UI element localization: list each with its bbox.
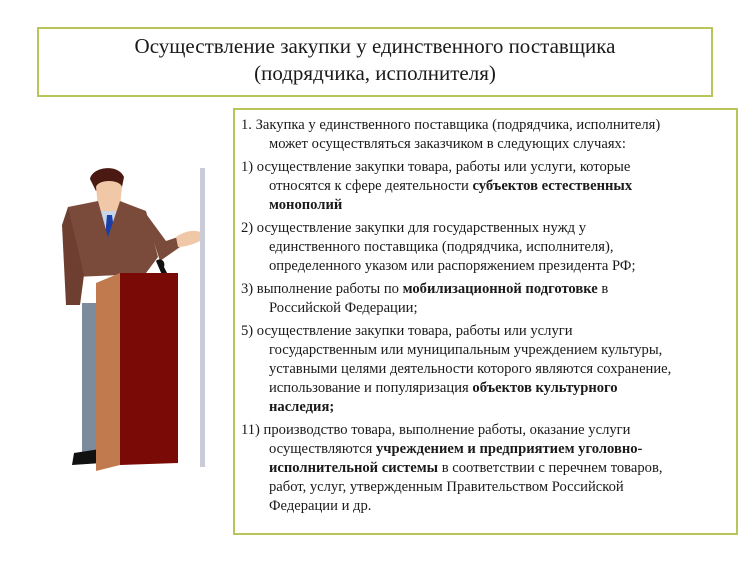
list-item-line	[241, 158, 732, 177]
list-item-line	[241, 322, 732, 341]
text: осуществляются	[269, 441, 376, 457]
slide-title-box	[37, 27, 713, 97]
bold-text: субъектов естественных	[472, 178, 633, 194]
microphone-icon	[156, 259, 168, 275]
text: 1) осуществление закупки товара, работы или услуги, которые	[241, 159, 631, 175]
podium-front	[120, 273, 178, 465]
list-item-line	[241, 116, 732, 135]
slide-title-line-2: (подрядчика, исполнителя)	[254, 61, 496, 85]
list-item-line	[241, 196, 732, 215]
list-item-line	[241, 177, 732, 196]
list-item-line	[241, 238, 732, 257]
text: работ, услуг, утвержденным Правительством Российской	[269, 479, 624, 495]
text: в соответствии с перечнем товаров,	[438, 460, 663, 476]
list-item	[241, 280, 732, 318]
speaker-at-podium-illustration	[60, 165, 220, 475]
bold-text: монополий	[269, 197, 343, 213]
content-box	[233, 108, 738, 535]
list-item-line	[241, 440, 732, 459]
text: в	[597, 281, 609, 297]
list-item-line	[241, 379, 732, 398]
text: уставными целями деятельности которого являются сохранение,	[269, 361, 672, 377]
slide-title-line-1: Осуществление закупки у единственного поставщика	[134, 34, 616, 58]
text: определенного указом или распоряжением президента РФ;	[269, 258, 636, 274]
list-item-line	[241, 257, 732, 276]
bold-text: мобилизационной подготовке	[402, 281, 598, 297]
list-item-line	[241, 478, 732, 497]
list-item-line	[241, 219, 732, 238]
gesturing-hand	[176, 231, 202, 247]
text: 1. Закупка у единственного поставщика (подрядчика, исполнителя)	[241, 117, 661, 133]
text: может осуществляться заказчиком в следующих случаях:	[269, 136, 626, 152]
vertical-pole	[200, 168, 205, 467]
bold-text: учреждением и предприятием уголовно-	[375, 441, 643, 457]
text: относятся к сфере деятельности	[269, 178, 473, 194]
list-item-line	[241, 497, 732, 516]
bold-text: исполнительной системы	[269, 460, 439, 476]
text: использование и популяризация	[269, 380, 473, 396]
list-item-line	[241, 341, 732, 360]
list-item	[241, 116, 732, 154]
list-item	[241, 322, 732, 417]
list-item-line	[241, 360, 732, 379]
text: 11) производство товара, выполнение работы, оказание услуги	[241, 422, 631, 438]
bold-text: наследия;	[269, 399, 335, 415]
list-item	[241, 219, 732, 276]
text: 5) осуществление закупки товара, работы или услуги	[241, 323, 573, 339]
list-item-line	[241, 280, 732, 299]
text: Федерации и др.	[269, 498, 372, 514]
text: 2) осуществление закупки для государственных нужд у	[241, 220, 587, 236]
text: Российской Федерации;	[269, 300, 418, 316]
bold-text: объектов культурного	[472, 380, 618, 396]
list-item-line	[241, 398, 732, 417]
list-item-line	[241, 135, 732, 154]
list-item-line	[241, 459, 732, 478]
trousers-shape	[82, 303, 98, 453]
list-item-line	[241, 421, 732, 440]
list-item-line	[241, 299, 732, 318]
text: государственным или муниципальным учреждением культуры,	[269, 342, 663, 358]
list-item	[241, 421, 732, 516]
text: единственного поставщика (подрядчика, исполнителя),	[269, 239, 614, 255]
text: 3) выполнение работы по	[241, 281, 403, 297]
podium-side	[96, 273, 120, 471]
list-item	[241, 158, 732, 215]
